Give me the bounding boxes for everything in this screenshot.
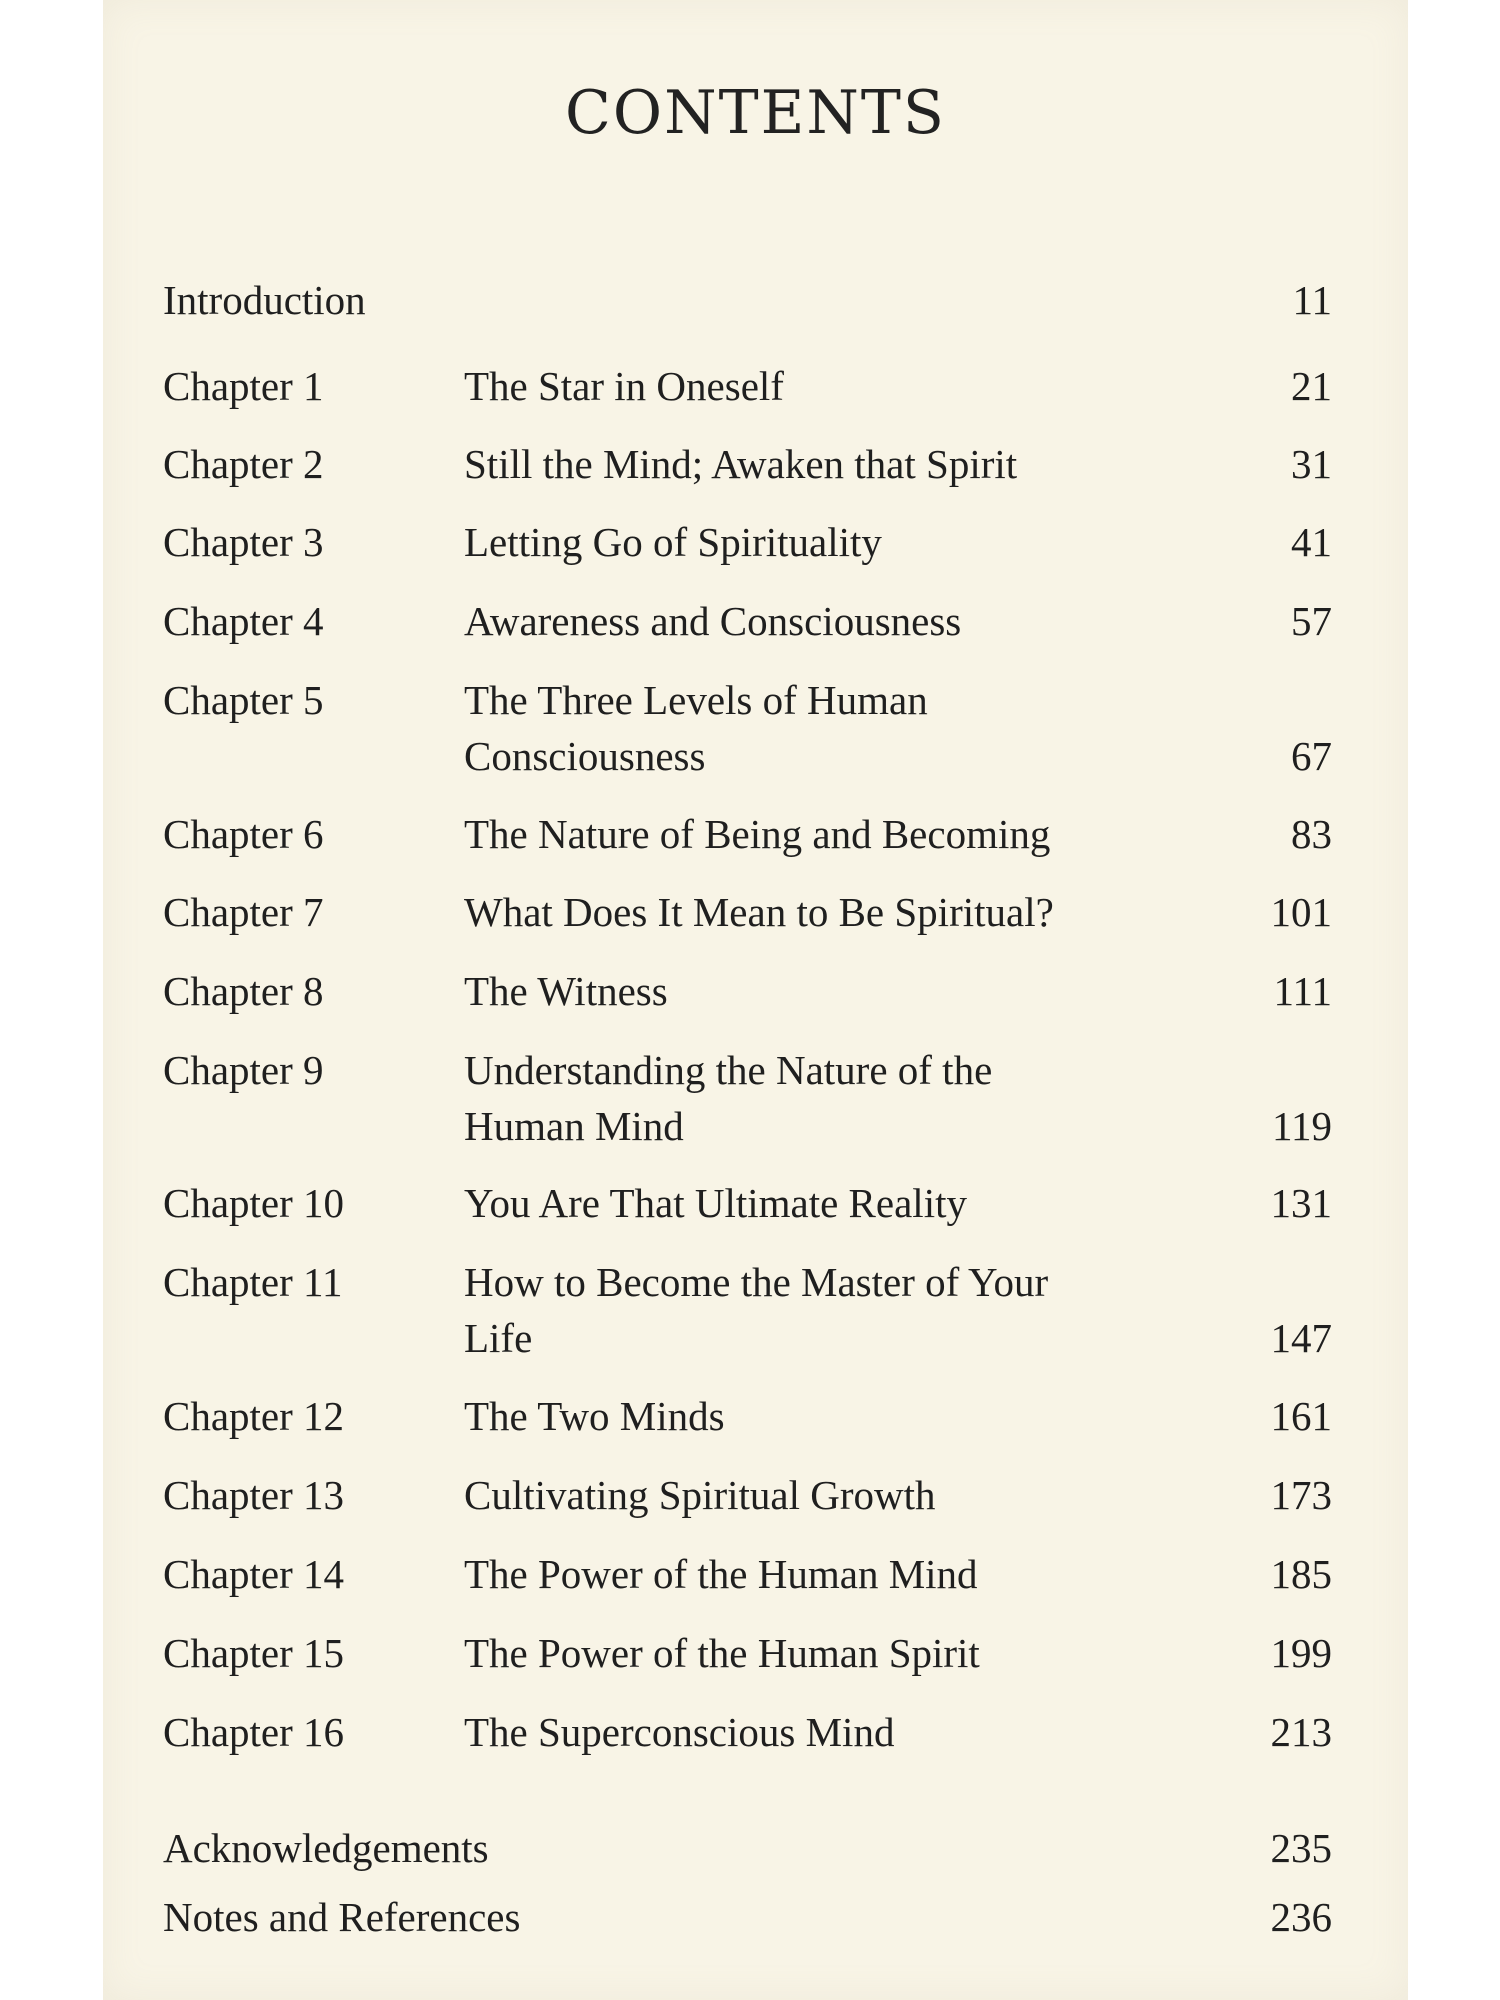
toc-entry-chapter-9 xyxy=(0,1042,1500,1154)
toc-entry-chapter-8 xyxy=(0,963,1500,1019)
toc-entry-title: Understanding the Nature of the Human Mind xyxy=(464,1047,993,1149)
toc-entry-title: What Does It Mean to Be Spiritual? xyxy=(464,889,1054,935)
toc-entry-acknowledgements xyxy=(0,1820,1500,1876)
toc-entry-title: The Superconscious Mind xyxy=(464,1709,895,1755)
toc-entry-label: Chapter 4 xyxy=(163,598,324,644)
toc-entry-label: Chapter 6 xyxy=(163,811,324,857)
toc-entry-chapter-5 xyxy=(0,672,1500,784)
toc-entry-title: The Power of the Human Spirit xyxy=(464,1630,980,1676)
toc-entry-page: 101 xyxy=(1270,889,1332,935)
toc-entry-page: 235 xyxy=(1270,1825,1332,1871)
toc-entry-chapter-4 xyxy=(0,593,1500,649)
toc-entry-label: Chapter 11 xyxy=(163,1259,343,1305)
toc-entry-page: 199 xyxy=(1270,1630,1332,1676)
toc-entry-label: Notes and References xyxy=(163,1894,521,1940)
toc-entry-title: The Star in Oneself xyxy=(464,363,784,409)
toc-entry-chapter-14 xyxy=(0,1546,1500,1602)
toc-entry-page: 11 xyxy=(1292,277,1332,323)
toc-entry-chapter-16 xyxy=(0,1704,1500,1760)
toc-entry-page: 173 xyxy=(1270,1472,1332,1518)
toc-entry-title: Letting Go of Spirituality xyxy=(464,519,882,565)
toc-entry-chapter-15 xyxy=(0,1625,1500,1681)
toc-entry-chapter-10 xyxy=(0,1175,1500,1231)
toc-entry-label: Chapter 12 xyxy=(163,1393,345,1439)
toc-entry-page: 185 xyxy=(1270,1551,1332,1597)
toc-entry-chapter-7 xyxy=(0,884,1500,940)
toc-entry-page: 161 xyxy=(1270,1393,1332,1439)
toc-entry-page: 131 xyxy=(1270,1180,1332,1226)
toc-entry-title: The Nature of Being and Becoming xyxy=(464,811,1051,857)
toc-entry-chapter-12 xyxy=(0,1388,1500,1444)
toc-entry-label: Chapter 15 xyxy=(163,1630,345,1676)
toc-entry-title: Awareness and Consciousness xyxy=(464,598,962,644)
toc-entry-chapter-3 xyxy=(0,514,1500,570)
toc-entry-notes-and-references xyxy=(0,1889,1500,1945)
toc-entry-label: Chapter 8 xyxy=(163,968,324,1014)
toc-entry-label: Chapter 9 xyxy=(163,1047,324,1093)
toc-entry-introduction xyxy=(0,272,1500,328)
toc-entry-label: Chapter 16 xyxy=(163,1709,345,1755)
toc-entry-title: Still the Mind; Awaken that Spirit xyxy=(464,441,1018,487)
toc-entry-chapter-6 xyxy=(0,806,1500,862)
toc-entry-label: Chapter 13 xyxy=(163,1472,345,1518)
toc-entry-page: 236 xyxy=(1270,1894,1332,1940)
toc-entry-title: The Witness xyxy=(464,968,668,1014)
toc-entry-title: You Are That Ultimate Reality xyxy=(464,1180,967,1226)
toc-entry-page: 213 xyxy=(1270,1709,1332,1755)
toc-entry-page: 21 xyxy=(1291,363,1332,409)
toc-entry-label: Chapter 3 xyxy=(163,519,324,565)
toc-entry-page: 111 xyxy=(1273,968,1332,1014)
toc-entry-page: 31 xyxy=(1291,441,1332,487)
toc-entry-label: Chapter 14 xyxy=(163,1551,345,1597)
toc-entry-title: Cultivating Spiritual Growth xyxy=(464,1472,936,1518)
toc-entry-label: Chapter 10 xyxy=(163,1180,345,1226)
toc-entry-title: The Three Levels of Human Consciousness xyxy=(464,677,928,779)
toc-entry-chapter-11 xyxy=(0,1254,1500,1366)
toc-entry-page: 83 xyxy=(1291,811,1332,857)
toc-entry-page: 147 xyxy=(1270,1315,1332,1361)
toc-entry-title: How to Become the Master of Your Life xyxy=(464,1259,1049,1361)
contents-heading: CONTENTS xyxy=(564,78,947,148)
toc-entry-chapter-1 xyxy=(0,358,1500,414)
toc-entry-label: Chapter 7 xyxy=(163,889,324,935)
toc-entry-label: Chapter 2 xyxy=(163,441,324,487)
toc-entry-label: Chapter 5 xyxy=(163,677,324,723)
toc-entry-chapter-13 xyxy=(0,1467,1500,1523)
toc-entry-label: Chapter 1 xyxy=(163,363,324,409)
toc-entry-label: Acknowledgements xyxy=(163,1825,489,1871)
toc-entry-title: The Two Minds xyxy=(464,1393,725,1439)
toc-entry-title: The Power of the Human Mind xyxy=(464,1551,978,1597)
toc-entry-page: 41 xyxy=(1291,519,1332,565)
toc-entry-chapter-2 xyxy=(0,436,1500,492)
toc-entry-label: Introduction xyxy=(163,277,366,323)
toc-entry-page: 67 xyxy=(1291,733,1332,779)
toc-entry-page: 119 xyxy=(1272,1103,1332,1149)
toc-entry-page: 57 xyxy=(1291,598,1332,644)
